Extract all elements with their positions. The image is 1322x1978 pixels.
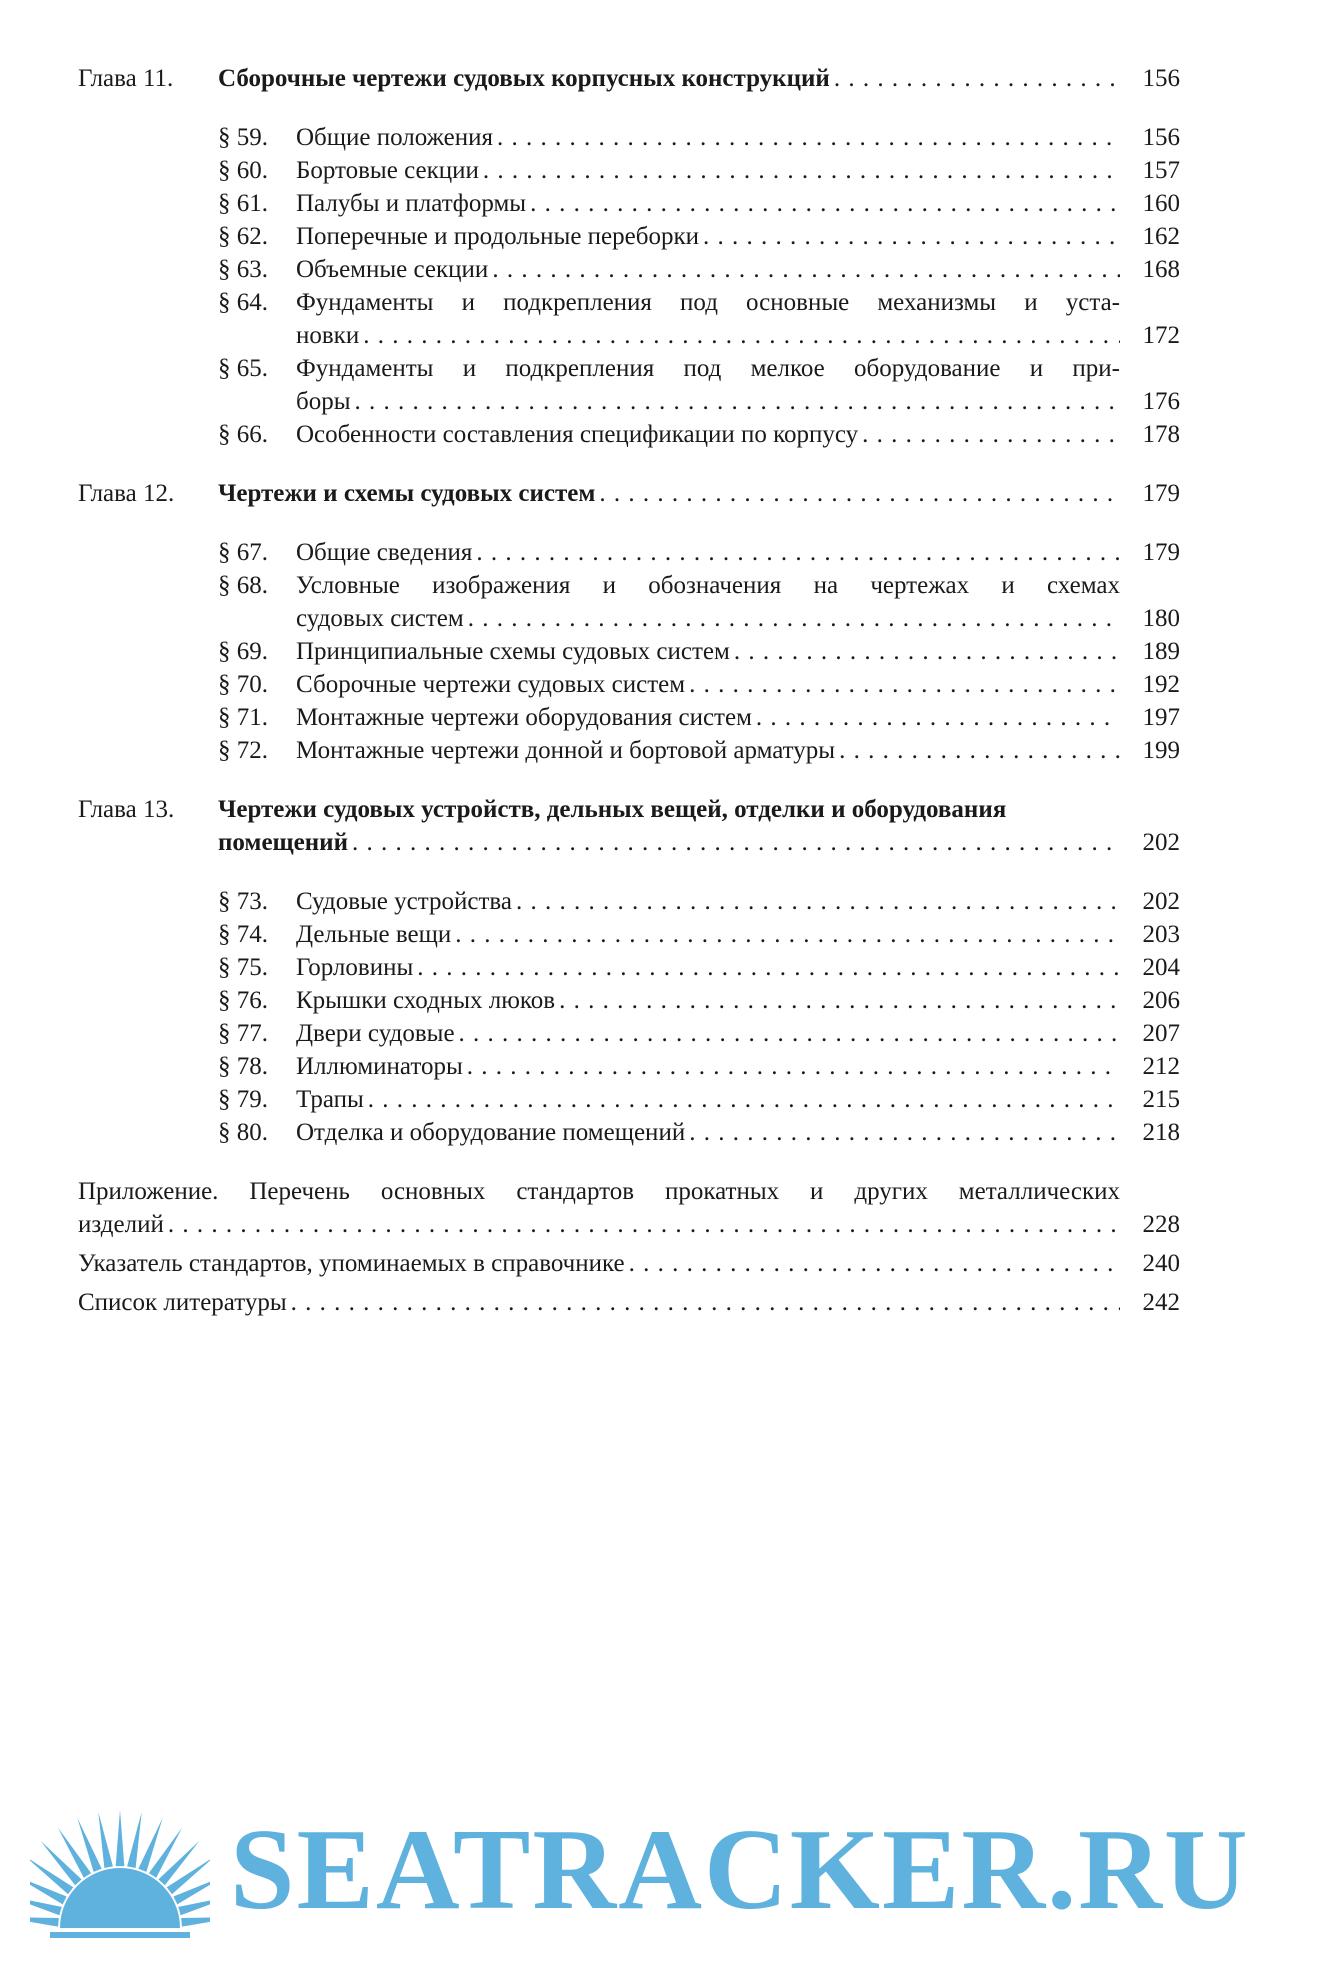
dot-leader [862,418,1120,451]
section-title-line1: Фундаменты и подкрепления под основные механизмы и уста- [296,289,1120,316]
page-number: 189 [1142,638,1180,665]
dot-leader [417,951,1120,984]
section-number: § 69. [218,638,268,665]
page-number: 192 [1142,671,1180,698]
toc-section[interactable] [218,635,1180,668]
section-number: § 64. [218,289,268,316]
section-title: Монтажные чертежи оборудования систем [296,704,752,731]
dot-leader [483,154,1120,187]
section-title: Крышки сходных люков [296,987,556,1014]
toc-section[interactable] [218,734,1180,767]
chapter-13-sections [218,885,1180,1149]
page-number: 212 [1142,1053,1180,1080]
chapter-title: Чертежи и схемы судовых систем [218,480,596,507]
toc-section[interactable] [218,951,1180,984]
section-number: § 75. [218,954,268,981]
page-number: 204 [1142,954,1180,981]
section-title-line1: Фундаменты и подкрепления под мелкое оборудование и при- [296,355,1120,382]
toc-section[interactable] [218,1083,1180,1116]
section-title: Горловины [296,954,414,981]
sunburst-ray [149,1828,182,1878]
section-title: Отделка и оборудование помещений [296,1119,686,1146]
dot-leader [559,984,1120,1017]
table-of-contents [78,62,1180,1325]
appendix-entry[interactable] [78,1175,1180,1241]
section-number: § 71. [218,704,268,731]
section-number: § 67. [218,539,268,566]
page-number: 176 [1142,388,1180,415]
section-title: Поперечные и продольные переборки [296,223,699,250]
chapter-title: Сборочные чертежи судовых корпусных конструкций [218,65,830,92]
page-number: 178 [1142,421,1180,448]
section-number: § 62. [218,223,268,250]
page-number: 242 [1142,1289,1180,1316]
section-number: § 72. [218,737,268,764]
sunburst-ray [58,1828,91,1878]
dot-leader [468,602,1120,635]
chapter-13 [78,793,1180,859]
dot-leader [756,701,1120,734]
section-title-line2: новки [296,322,360,349]
section-title-line2: судовых систем [296,605,464,632]
dot-leader [689,1116,1120,1149]
toc-section[interactable] [218,253,1180,286]
page-number: 202 [1142,829,1180,856]
section-title: Объемные секции [296,256,489,283]
section-number: § 79. [218,1086,268,1113]
toc-section[interactable] [218,1050,1180,1083]
dot-leader [703,220,1120,253]
chapter-12 [78,477,1180,510]
page-number: 197 [1142,704,1180,731]
dot-leader [455,918,1120,951]
section-title-line2: боры [296,388,351,415]
section-title: Общие положения [296,124,493,151]
section-title: Бортовые секции [296,157,479,184]
page-number: 180 [1142,605,1180,632]
section-number: § 70. [218,671,268,698]
toc-section[interactable] [218,536,1180,569]
dot-leader [352,826,1120,859]
section-number: § 73. [218,888,268,915]
page-number: 156 [1142,65,1180,92]
section-number: § 78. [218,1053,268,1080]
chapter-label: Глава 12. [78,480,175,507]
dot-leader [492,253,1120,286]
dot-leader [497,121,1120,154]
page-number: 168 [1142,256,1180,283]
section-title: Дельные вещи [296,921,452,948]
section-title: Особенности составления спецификации по корпусу [296,421,859,448]
page-number: 162 [1142,223,1180,250]
chapter-label: Глава 11. [78,65,174,92]
toc-section[interactable] [218,984,1180,1017]
standards-index-title: Указатель стандартов, упоминаемых в справочнике [78,1250,625,1277]
dot-leader [363,319,1120,352]
sunburst-ray [127,1812,142,1868]
standards-index-entry[interactable] [78,1247,1180,1280]
dot-leader [516,885,1120,918]
page-number: 218 [1142,1119,1180,1146]
page-number: 207 [1142,1020,1180,1047]
page-number: 240 [1142,1250,1180,1277]
dot-leader [629,1247,1120,1280]
dot-leader [689,668,1120,701]
section-number: § 77. [218,1020,268,1047]
page-number: 215 [1142,1086,1180,1113]
chapter-title-line1: Чертежи судовых устройств, дельных вещей, отделки и оборудования [218,796,1007,823]
section-title: Иллюминаторы [296,1053,463,1080]
toc-section[interactable] [218,187,1180,220]
back-matter [78,1175,1180,1319]
section-title: Общие сведения [296,539,473,566]
chapter-11 [78,62,1180,95]
dot-leader [168,1208,1120,1241]
chapter-12-sections [218,536,1180,767]
section-number: § 74. [218,921,268,948]
sunburst-logo-icon [30,1790,210,1950]
toc-section[interactable] [218,121,1180,154]
toc-section[interactable] [218,418,1180,451]
dot-leader [599,477,1120,510]
chapter-label: Глава 13. [78,796,175,823]
section-number: § 59. [218,124,268,151]
toc-section[interactable] [218,352,1180,418]
section-number: § 68. [218,572,268,599]
page-number: 202 [1142,888,1180,915]
chapter-entry[interactable] [218,62,1180,95]
section-number: § 65. [218,355,268,382]
section-title: Монтажные чертежи донной и бортовой арматуры [296,737,836,764]
section-number: § 63. [218,256,268,283]
sunburst-ray [98,1812,113,1868]
dot-leader [834,62,1120,95]
page-number: 179 [1142,480,1180,507]
section-title: Двери судовые [296,1020,455,1047]
dot-leader [839,734,1120,767]
page-number: 179 [1142,539,1180,566]
watermark [30,1790,1300,1950]
section-title-line1: Условные изображения и обозначения на чертежах и схемах [296,572,1120,599]
chapter-title-line2: помещений [218,829,348,856]
toc-section[interactable] [218,701,1180,734]
toc-section[interactable] [218,1116,1180,1149]
chapter-entry[interactable] [218,826,1180,859]
dot-leader [368,1083,1120,1116]
toc-section[interactable] [218,286,1180,352]
dot-leader [467,1050,1120,1083]
dot-leader [291,1286,1120,1319]
sunburst-ray [181,1917,210,1926]
sunburst-ray [41,1841,82,1885]
section-title: Судовые устройства [296,888,512,915]
page-number: 203 [1142,921,1180,948]
toc-section[interactable] [218,918,1180,951]
watermark-text: SEATRACKER.RU [230,1806,1250,1934]
page-number: 228 [1142,1211,1180,1238]
chapter-11-sections [218,121,1180,451]
page-number: 199 [1142,737,1180,764]
page-number: 206 [1142,987,1180,1014]
bibliography-title: Список литературы [78,1289,287,1316]
section-title: Палубы и платформы [296,190,527,217]
section-number: § 80. [218,1119,268,1146]
toc-section[interactable] [218,1017,1180,1050]
toc-section[interactable] [218,668,1180,701]
section-number: § 60. [218,157,268,184]
page-number: 157 [1142,157,1180,184]
toc-section[interactable] [218,885,1180,918]
section-title: Сборочные чертежи судовых систем [296,671,686,698]
section-title: Трапы [296,1086,364,1113]
sunburst-ray [116,1810,125,1866]
appendix-title-line2: изделий [78,1211,164,1238]
appendix-title-line1: Приложение. Перечень основных стандартов прокатных и других металлических [78,1178,1120,1205]
section-number: § 61. [218,190,268,217]
section-number: § 76. [218,987,268,1014]
sunburst-ray [158,1841,199,1885]
chapter-entry[interactable] [218,477,1180,510]
toc-section[interactable] [218,220,1180,253]
dot-leader [355,385,1120,418]
page-number: 156 [1142,124,1180,151]
bibliography-entry[interactable] [78,1286,1180,1319]
section-title: Принципиальные схемы судовых систем [296,638,730,665]
section-number: § 66. [218,421,268,448]
dot-leader [476,536,1120,569]
page-number: 172 [1142,322,1180,349]
dot-leader [459,1017,1120,1050]
sunburst-ray [30,1917,59,1926]
toc-section[interactable] [218,154,1180,187]
dot-leader [734,635,1120,668]
dot-leader [530,187,1120,220]
toc-section[interactable] [218,569,1180,635]
page-number: 160 [1142,190,1180,217]
